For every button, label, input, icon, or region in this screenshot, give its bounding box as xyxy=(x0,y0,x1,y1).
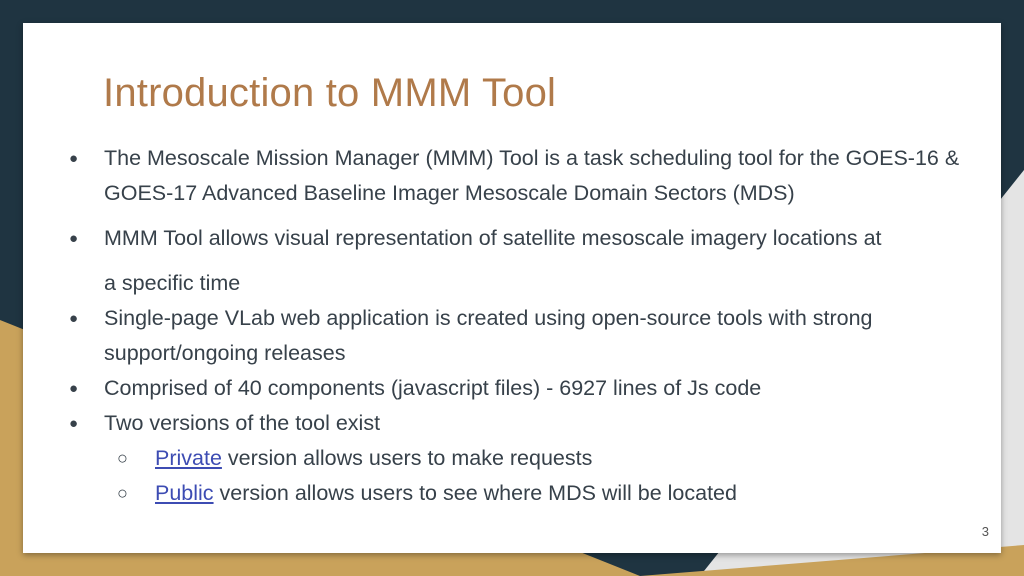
slide-title: Introduction to MMM Tool xyxy=(103,71,557,115)
bullet-dot-icon: ● xyxy=(69,380,79,397)
bullet-text-continued: a specific time xyxy=(104,271,241,295)
circle-bullet-icon: ○ xyxy=(117,483,128,503)
bullet-text: Comprised of 40 components (javascript files) - 6927 lines of Js code xyxy=(104,376,762,400)
bullet-item xyxy=(68,406,968,441)
private-link[interactable]: Private xyxy=(155,446,222,470)
bullet-text: MMM Tool allows visual representation of satellite mesoscale imagery locations at xyxy=(104,226,882,250)
bullet-item xyxy=(68,371,968,406)
page-number: 3 xyxy=(981,524,989,539)
bullet-text: The Mesoscale Mission Manager (MMM) Tool is a task scheduling tool for the GOES-16 & GOES-17 Advanced Baseline Imager Mesoscale Domain Sectors (MDS) xyxy=(104,146,960,205)
public-link[interactable]: Public xyxy=(155,481,214,505)
bullet-item xyxy=(68,141,968,211)
bullet-dot-icon: ● xyxy=(69,150,79,167)
bullet-dot-icon: ● xyxy=(69,230,79,247)
bullet-dot-icon: ● xyxy=(69,415,79,432)
bullet-item xyxy=(68,221,968,301)
slide-card xyxy=(23,23,1001,553)
bullet-list xyxy=(68,141,968,511)
bullet-text: Two versions of the tool exist xyxy=(104,411,381,435)
circle-bullet-icon: ○ xyxy=(117,448,128,468)
sub-bullet-item xyxy=(68,476,968,511)
bullet-text: Single-page VLab web application is created using open-source tools with strong support/ongoing releases xyxy=(104,306,873,365)
sub-bullet-text: version allows users to see where MDS will be located xyxy=(213,481,737,505)
bullet-dot-icon: ● xyxy=(69,310,79,327)
bullet-item xyxy=(68,301,968,371)
sub-bullet-item xyxy=(68,441,968,476)
sub-bullet-text: version allows users to make requests xyxy=(221,446,593,470)
